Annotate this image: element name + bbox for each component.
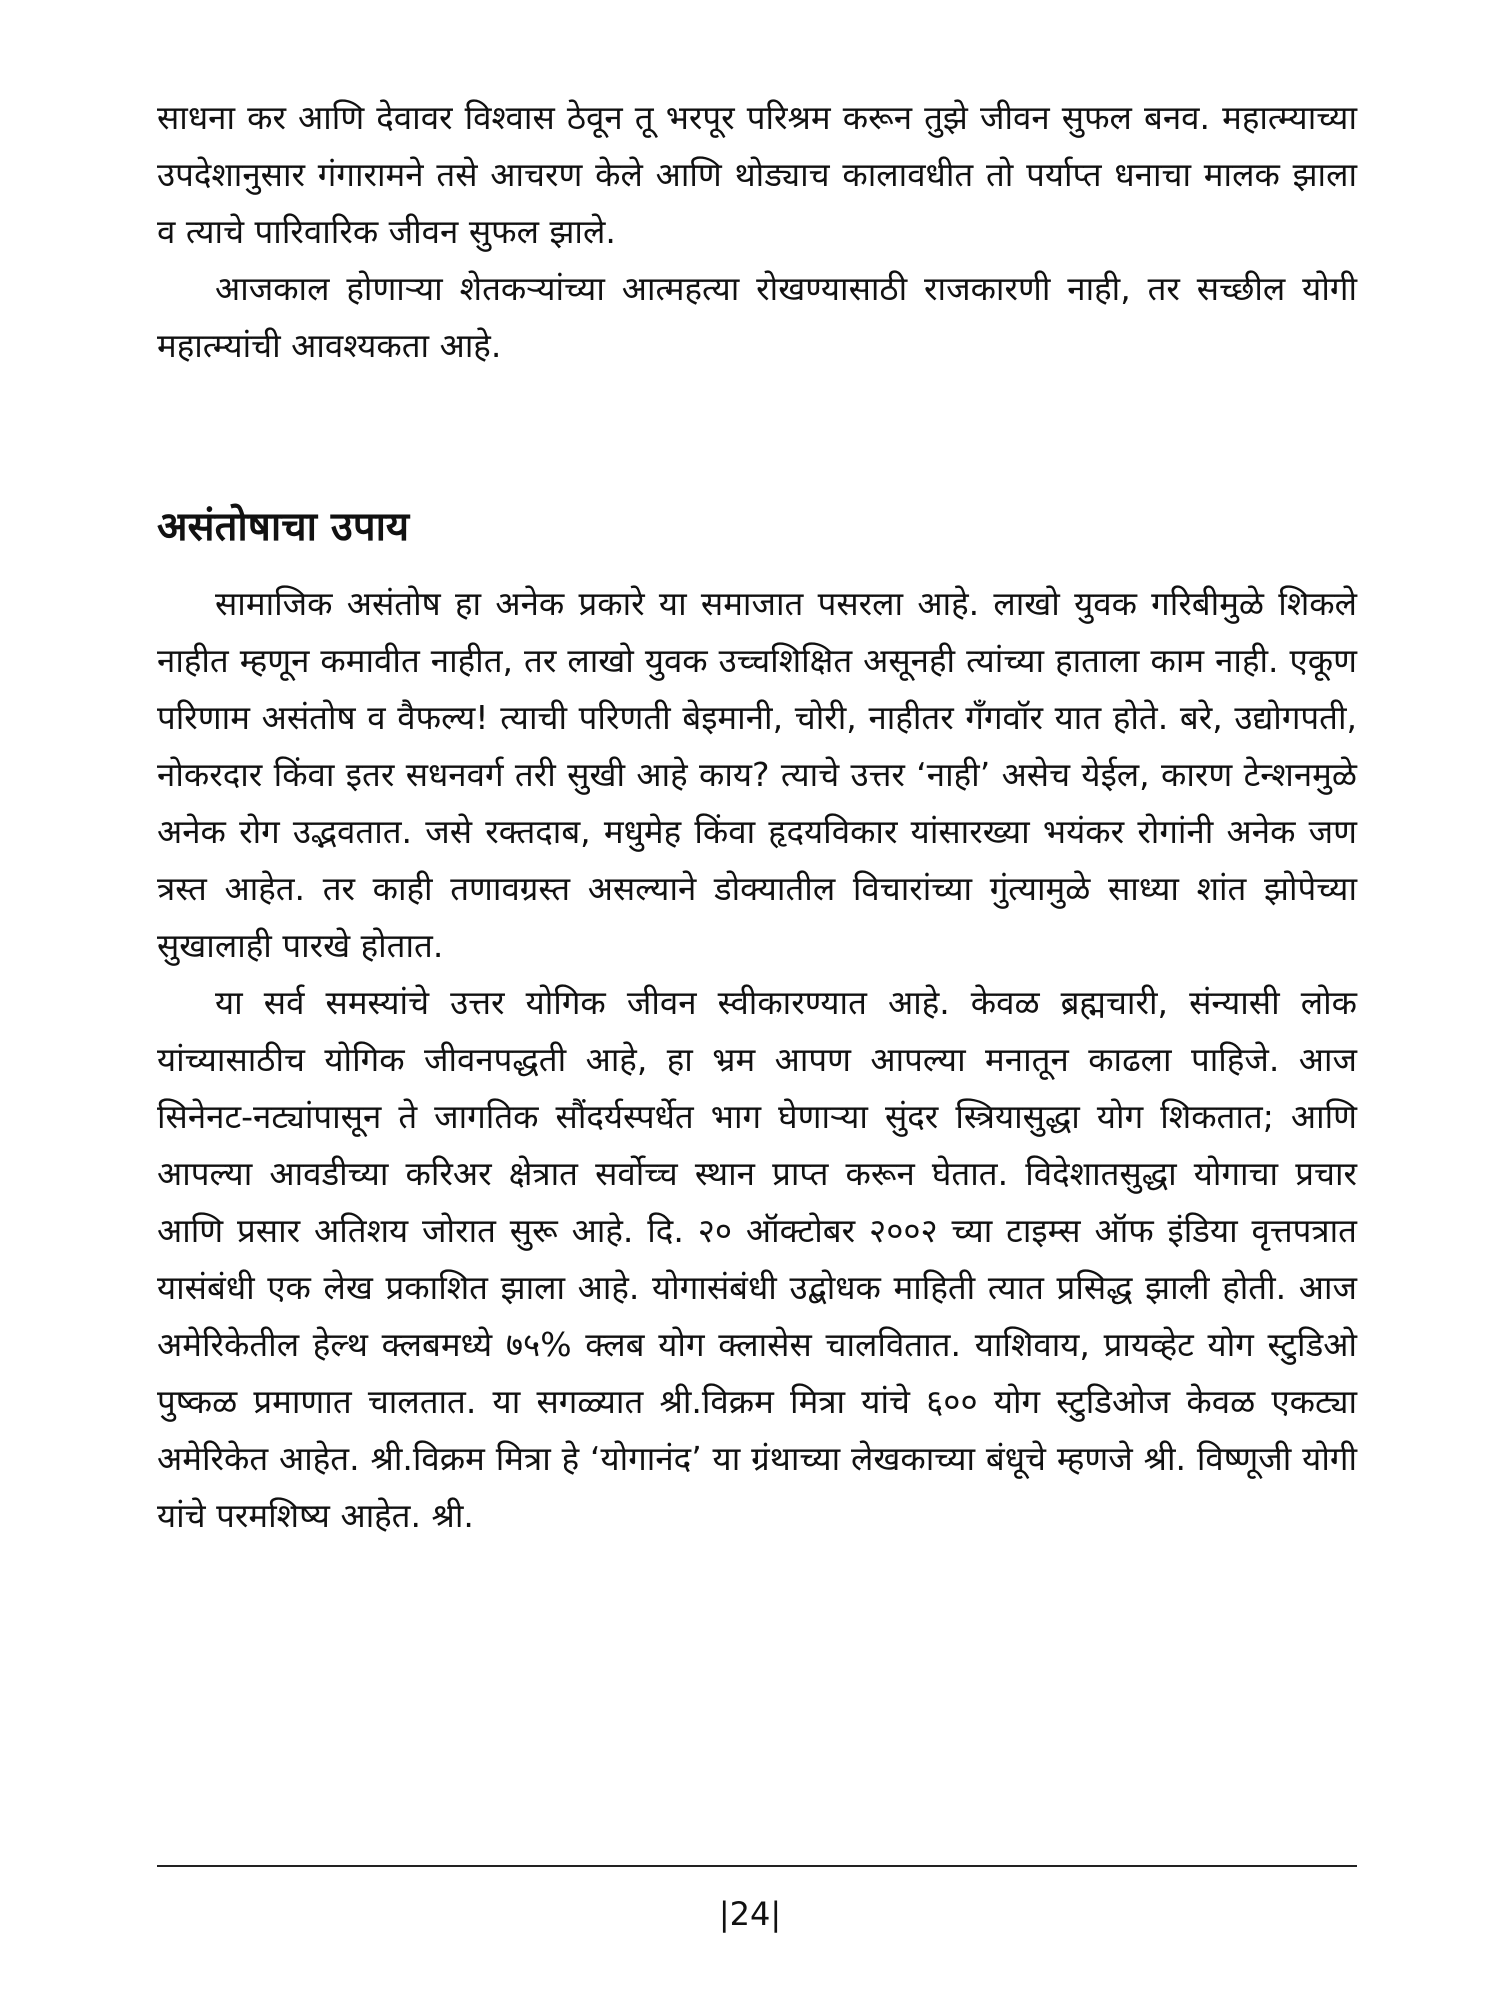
page-number: |24|: [718, 1895, 782, 1933]
section-body: [157, 575, 1357, 1544]
body-paragraph: सामाजिक असंतोष हा अनेक प्रकारे या समाजात पसरला आहे. लाखो युवक गरिबीमुळे शिकले नाहीत म्हणून कमावीत नाहीत, तर लाखो युवक उच्चशिक्षित असूनही त्यांच्या हाताला काम नाही. एकूण परिणाम असंतोष व वैफल्य! त्याची परिणती बेइमानी, चोरी, नाहीतर गँगवॉर यात होते. बरे, उद्योगपती, नोकरदार किंवा इतर सधनवर्ग तरी सुखी आहे काय? त्याचे उत्तर ‘नाही’ असेच येईल, कारण टेन्शनमुळे अनेक रोग उद्भवतात. जसे रक्तदाब, मधुमेह किंवा हृदयविकार यांसारख्या भयंकर रोगांनी अनेक जण त्रस्त आहेत. तर काही तणावग्रस्त असल्याने डोक्यातील विचारांच्या गुंत्यामुळे साध्या शांत झोपेच्या सुखालाही पारखे होतात.: [157, 584, 1357, 965]
section-heading: असंतोषाचा उपाय: [157, 504, 410, 550]
body-paragraph: या सर्व समस्यांचे उत्तर योगिक जीवन स्वीकारण्यात आहे. केवळ ब्रह्मचारी, संन्यासी लोक यांच्यासाठीच योगिक जीवनपद्धती आहे, हा भ्रम आपण आपल्या मनातून काढला पाहिजे. आज सिनेनट-नट्यांपासून ते जागतिक सौंदर्यस्पर्धेत भाग घेणाऱ्या सुंदर स्त्रियासुद्धा योग शिकतात; आणि आपल्या आवडीच्या करिअर क्षेत्रात सर्वोच्च स्थान प्राप्त करून घेतात. विदेशातसुद्धा योगाचा प्रचार आणि प्रसार अतिशय जोरात सुरू आहे. दि. २० ऑक्टोबर २००२ च्या टाइम्स ऑफ इंडिया वृत्तपत्रात यासंबंधी एक लेख प्रकाशित झाला आहे. योगासंबंधी उद्बोधक माहिती त्यात प्रसिद्ध झाली होती. आज अमेरिकेतील हेल्थ क्लबमध्ये ७५% क्लब योग क्लासेस चालवितात. याशिवाय, प्रायव्हेट योग स्टुडिओ पुष्कळ प्रमाणात चालतात. या सगळ्यात श्री.विक्रम मित्रा यांचे ६०० योग स्टुडिओज केवळ एकट्या अमेरिकेत आहेत. श्री.विक्रम मित्रा हे ‘योगानंद’ या ग्रंथाच्या लेखकाच्या बंधूचे म्हणजे श्री. विष्णूजी योगी यांचे परमशिष्य आहेत. श्री.: [157, 983, 1357, 1535]
body-paragraph: आजकाल होणाऱ्या शेतकऱ्यांच्या आत्महत्या रोखण्यासाठी राजकारणी नाही, तर सच्छील योगी महात्म्यांची आवश्यकता आहे.: [157, 269, 1357, 365]
continued-text: [157, 89, 1357, 374]
footer-divider: [157, 1865, 1357, 1867]
body-paragraph: साधना कर आणि देवावर विश्वास ठेवून तू भरपूर परिश्रम करून तुझे जीवन सुफल बनव. महात्म्याच्या उपदेशानुसार गंगारामने तसे आचरण केले आणि थोड्याच कालावधीत तो पर्याप्त धनाचा मालक झाला व त्याचे पारिवारिक जीवन सुफल झाले.: [157, 98, 1357, 251]
